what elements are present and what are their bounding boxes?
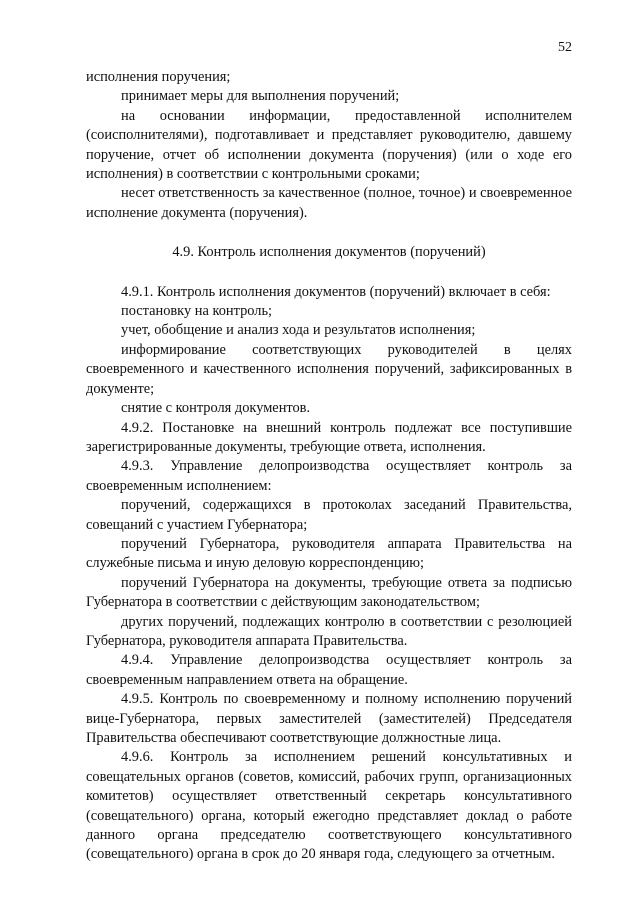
paragraph: 4.9.3. Управление делопроизводства осуществляет контроль за своевременным исполнением:	[86, 458, 572, 494]
paragraph: на основании информации, предоставленной исполнителем (соисполнителями), подготавливает и представляет руководителю, давшему поручение, отчет об исполнении документа (поручения) (или о ходе его исполнения) в соответствии с контрольными сроками;	[86, 107, 572, 183]
paragraph: исполнения поручения;	[86, 69, 231, 85]
list-item: поручений Губернатора на документы, требующие ответа за подписью Губернатора в соответствии с действующим законодательством;	[86, 574, 572, 611]
paragraph: 4.9.2. Постановке на внешний контроль подлежат все поступившие зарегистрированные документы, требующие ответа, исполнения.	[86, 419, 572, 455]
paragraph: принимает меры для выполнения поручений;	[121, 88, 400, 105]
paragraph: 4.9.4. Управление делопроизводства осуществляет контроль за своевременным направлением ответа на обращение.	[86, 652, 572, 688]
list-item: других поручений, подлежащих контролю в соответствии с резолюцией Губернатора, руководителя аппарата Правительства.	[86, 613, 572, 649]
list-item: постановку на контроль;	[121, 303, 273, 320]
paragraph: несет ответственность за качественное (полное, точное) и своевременное исполнение документа (поручения).	[86, 185, 572, 221]
list-item: снятие с контроля документов.	[121, 400, 311, 417]
paragraph: 4.9.1. Контроль исполнения документов (поручений) включает в себя:	[121, 283, 551, 300]
list-item: поручений, содержащихся в протоколах заседаний Правительства, совещаний с участием Губернатора;	[86, 497, 572, 533]
list-item: учет, обобщение и анализ хода и результатов исполнения;	[121, 322, 476, 339]
list-item: информирование соответствующих руководителей в целях своевременного и качественного исполнения поручений, зафиксированных в документе;	[86, 341, 572, 397]
paragraph: 4.9.6. Контроль за исполнением решений консультативных и совещательных органов (советов, комиссий, рабочих групп, организационных комитетов) осуществляет ответственный секретарь консультативного (совещательного) органа, который ежегодно представляет доклад о работе данного органа председателю соответствующего консультативного (совещательного) органа в срок до 20 января года, следующего за отчетным.	[86, 749, 572, 863]
section-heading: 4.9. Контроль исполнения документов (поручений)	[172, 244, 486, 261]
page-number: 52	[558, 40, 572, 55]
page-content	[86, 68, 572, 865]
list-item: поручений Губернатора, руководителя аппарата Правительства на служебные письма и иную деловую корреспонденцию;	[86, 535, 572, 572]
paragraph: 4.9.5. Контроль по своевременному и полному исполнению поручений вице-Губернатора, первых заместителей (заместителей) Председателя Правительства обеспечивают соответствующие должностные лица.	[86, 691, 572, 746]
